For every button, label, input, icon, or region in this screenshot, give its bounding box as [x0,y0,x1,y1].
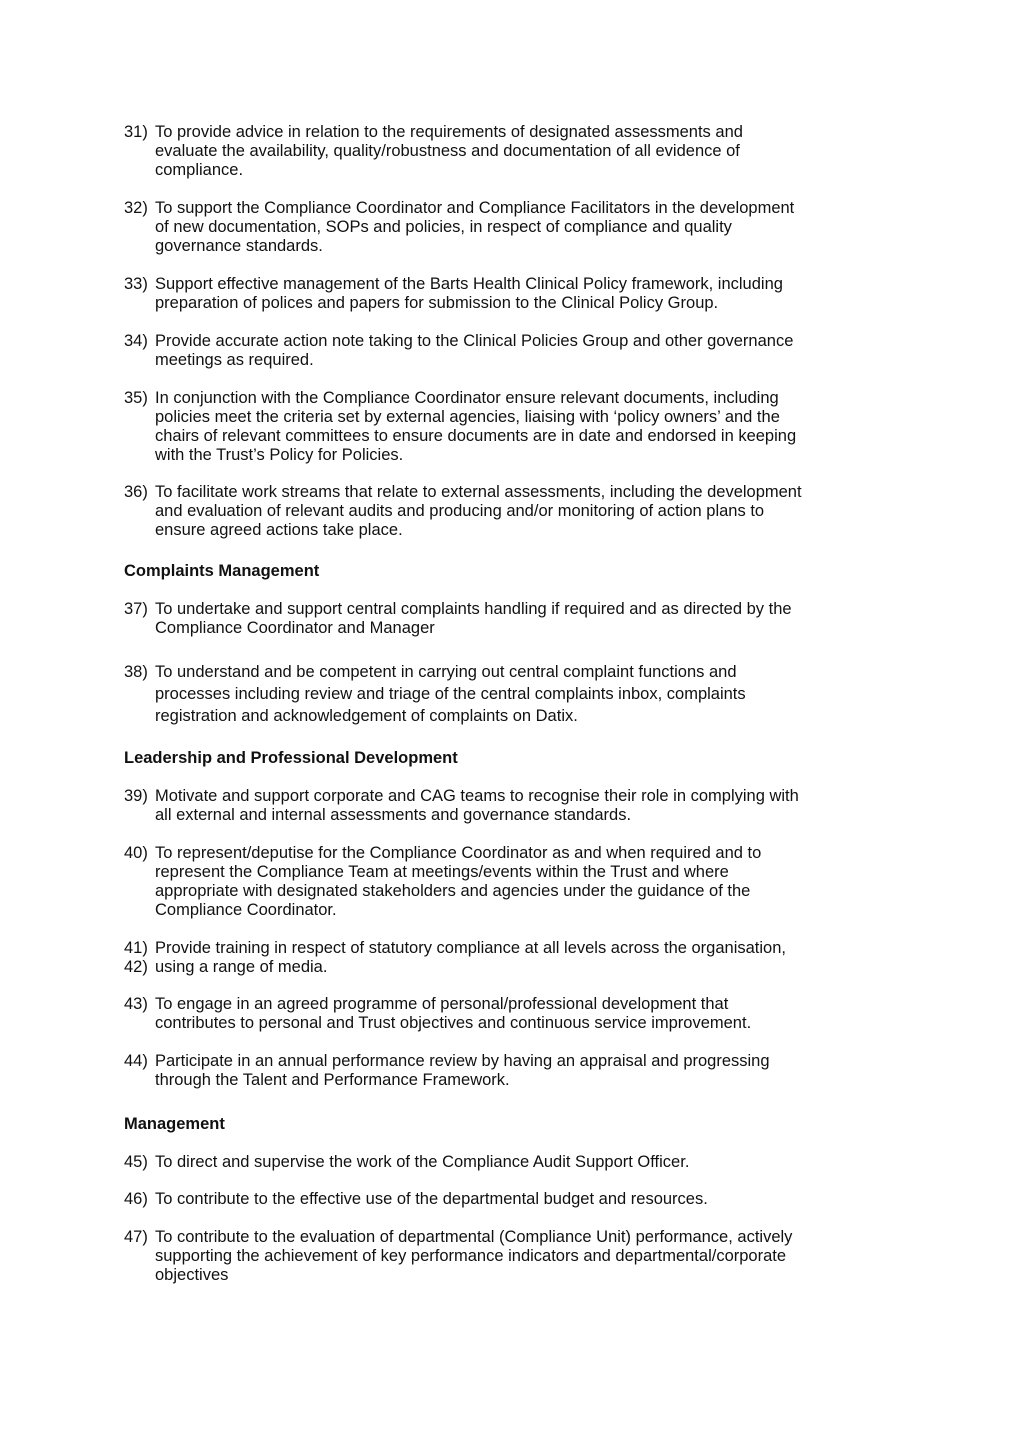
item-text-line: compliance. [155,161,244,179]
item-number: 42) [124,958,148,976]
item-text-line: To provide advice in relation to the requirements of designated assessments and [155,123,743,141]
item-number: 39) [124,787,148,805]
list-item-32 [124,199,904,256]
section-heading-management: Management [124,1115,225,1133]
list-item-45 [124,1153,904,1172]
item-text-line: processes including review and triage of the central complaints inbox, complaints [155,685,746,703]
item-text-line: Support effective management of the Barts Health Clinical Policy framework, including [155,275,783,293]
item-text-line: and evaluation of relevant audits and producing and/or monitoring of action plans to [155,502,765,520]
item-text-line: governance standards. [155,237,323,255]
item-number: 36) [124,483,148,501]
item-text-line: preparation of polices and papers for submission to the Clinical Policy Group. [155,294,719,312]
item-number: 31) [124,123,148,141]
item-text-line: using a range of media. [155,958,328,976]
item-text-line: contributes to personal and Trust objectives and continuous service improvement. [155,1014,752,1032]
item-number: 44) [124,1052,148,1070]
item-text-line: To contribute to the evaluation of departmental (Compliance Unit) performance, actively [155,1228,793,1246]
item-text-line: all external and internal assessments and governance standards. [155,806,632,824]
list-item-39 [124,787,904,825]
list-item-37 [124,600,904,638]
item-text-line: Provide training in respect of statutory compliance at all levels across the organisation, [155,939,786,957]
list-item-43 [124,995,904,1033]
item-text-line: Motivate and support corporate and CAG teams to recognise their role in complying with [155,787,799,805]
item-text-line: To support the Compliance Coordinator and Compliance Facilitators in the development [155,199,795,217]
item-text-line: To undertake and support central complaints handling if required and as directed by the [155,600,792,618]
list-item-41 [124,939,904,958]
item-text-line: Provide accurate action note taking to the Clinical Policies Group and other governance [155,332,794,350]
item-text-line: ensure agreed actions take place. [155,521,403,539]
item-text-line: To direct and supervise the work of the Compliance Audit Support Officer. [155,1153,690,1171]
item-text-line: through the Talent and Performance Framework. [155,1071,510,1089]
section-heading-complaints: Complaints Management [124,562,320,580]
list-item-36 [124,483,904,540]
item-number: 32) [124,199,148,217]
item-text-line: appropriate with designated stakeholders and agencies under the guidance of the [155,882,751,900]
section-heading-leadership: Leadership and Professional Development [124,749,458,767]
item-text-line: evaluate the availability, quality/robustness and documentation of all evidence of [155,142,740,160]
item-text-line: meetings as required. [155,351,314,369]
item-number: 47) [124,1228,148,1246]
item-text-line: Compliance Coordinator. [155,901,337,919]
list-item-42 [124,958,904,977]
item-number: 38) [124,663,148,681]
item-text-line: objectives [155,1266,229,1284]
list-item-40 [124,844,904,920]
item-number: 33) [124,275,148,293]
item-number: 45) [124,1153,148,1171]
item-text-line: policies meet the criteria set by external agencies, liaising with ‘policy owners’ and the [155,408,780,426]
list-item-31 [124,123,904,180]
list-item-47 [124,1228,904,1285]
item-text-line: To understand and be competent in carrying out central complaint functions and [155,663,737,681]
list-item-35 [124,389,904,465]
list-item-38 [124,661,904,727]
item-number: 34) [124,332,148,350]
item-text-line: registration and acknowledgement of complaints on Datix. [155,707,578,725]
list-item-46 [124,1190,904,1209]
item-text-line: To facilitate work streams that relate to external assessments, including the development [155,483,802,501]
item-text-line: Participate in an annual performance review by having an appraisal and progressing [155,1052,770,1070]
item-number: 41) [124,939,148,957]
item-text-line: supporting the achievement of key performance indicators and departmental/corporate [155,1247,787,1265]
item-text-line: In conjunction with the Compliance Coordinator ensure relevant documents, including [155,389,779,407]
list-item-34 [124,332,904,370]
list-item-33 [124,275,904,313]
item-number: 40) [124,844,148,862]
item-text-line: Compliance Coordinator and Manager [155,619,435,637]
item-number: 37) [124,600,148,618]
item-text-line: To represent/deputise for the Compliance Coordinator as and when required and to [155,844,762,862]
item-text-line: of new documentation, SOPs and policies, in respect of compliance and quality [155,218,732,236]
item-number: 46) [124,1190,148,1208]
item-text-line: To engage in an agreed programme of personal/professional development that [155,995,729,1013]
list-item-44 [124,1052,904,1090]
item-text-line: chairs of relevant committees to ensure documents are in date and endorsed in keeping [155,427,797,445]
item-text-line: To contribute to the effective use of the departmental budget and resources. [155,1190,708,1208]
item-number: 43) [124,995,148,1013]
item-text-line: with the Trust’s Policy for Policies. [155,446,404,464]
item-text-line: represent the Compliance Team at meetings/events within the Trust and where [155,863,729,881]
item-number: 35) [124,389,148,407]
